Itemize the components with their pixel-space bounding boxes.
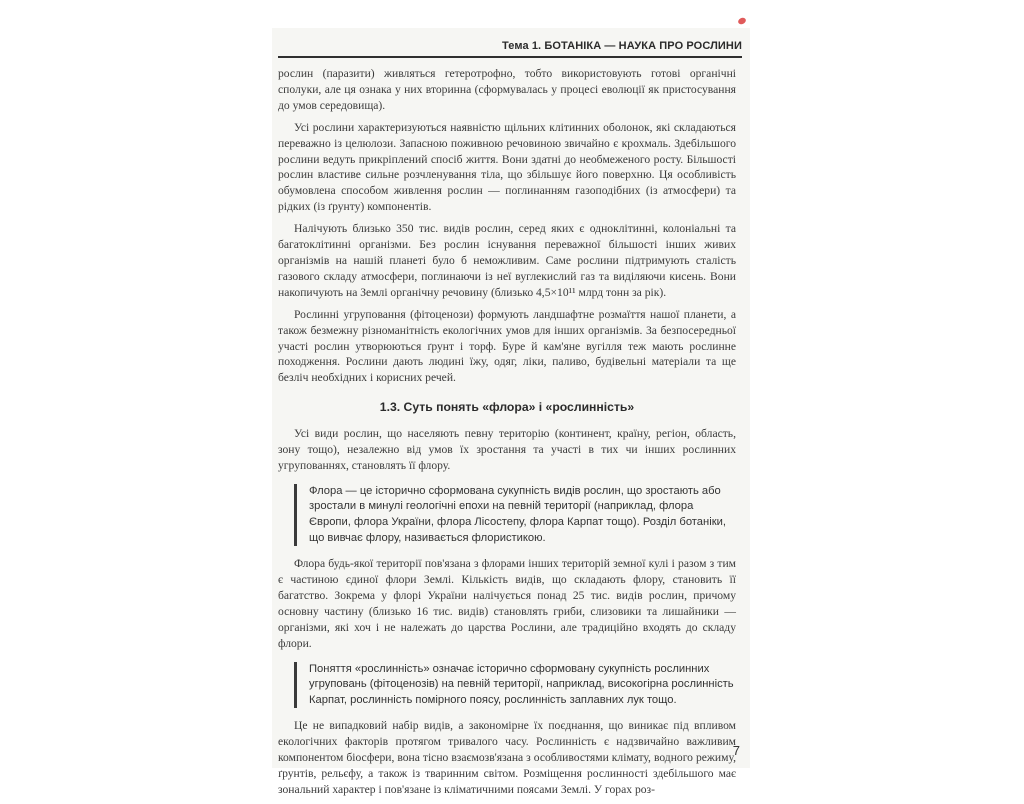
paragraph-7: Це не випадковий набір видів, а закономірне їх поєднання, що виникає під впливом екологічних факторів протягом тривалого часу. Рослинність є надзвичайно важливим компонентом біосфери, вона тісно взаємозв'язана з особливостями клімату, водного режиму, ґрунтів, рельєфу, а також із тваринним світом. Розміщення рослинності здебільшого має зональний характер і пов'язане із кліматичними поясами Землі. У горах роз- xyxy=(278,719,736,797)
paragraph-6: Флора будь-якої території пов'язана з флорами інших територій земної кулі і разом з тим є частиною єдиної флори Землі. Кількість видів, що складають флору, становить її багатство. Зокрема у флорі України налічується понад 25 тис. видів рослин, причому основну частину (близько 16 тис. видів) становлять гриби, слизовики та лишайники — організми, які хоч і не належать до царства Рослини, але традиційно входять до складу флори. xyxy=(278,557,736,650)
page-body xyxy=(278,66,736,804)
book-page xyxy=(272,28,750,797)
section-heading: 1.3. Суть понять «флора» і «рослинність» xyxy=(379,400,635,415)
header-divider xyxy=(278,56,742,58)
paragraph-2: Усі рослини характеризуються наявністю щільних клітинних оболонок, які складаються переважно із целюлози. Запасною поживною речовиною звичайно є крохмаль. Здебільшого рослини ведуть прикріплений спосіб життя. Вони здатні до необмеженого росту. Більшості рослин властиве сильне розчленування тіла, що збільшує його поверхню. Ця особливість обумовлена способом живлення рослин — поглинанням газоподібних (із атмосфери) та рідких (із ґрунту) компонентів. xyxy=(278,120,736,214)
definition-vegetation: Поняття «рослинність» означає історично сформовану сукупність рослинних угруповань (фітоценозів) на певній території, наприклад, високогірна рослинність Карпат, рослинність помірного поясу, рослинність заплавних лук тощо. xyxy=(294,662,736,709)
definition-flora: Флора — це історично сформована сукупність видів рослин, що зростають або зростали в минулі геологічні епохи на певній території (наприклад, флора Європи, флора України, флора Лісостепу, флора Карпат тощо). Розділ ботаніки, що вивчає флору, називається флористикою. xyxy=(294,484,736,546)
paragraph-4: Рослинні угруповання (фітоценози) формують ландшафтне розмаїття нашої планети, а також безмежну різноманітність екологічних умов для інших організмів. За безпосередньої участі рослин утворюються ґрунт і торф. Буре й кам'яне вугілля теж мають рослинне походження. Рослини дають людині їжу, одяг, ліки, паливо, будівельні матеріали та ще безліч необхідних і корисних речей. xyxy=(278,307,736,385)
page-number: 7 xyxy=(732,743,740,758)
running-header: Тема 1. БОТАНІКА — НАУКА ПРО РОСЛИНИ xyxy=(502,40,742,52)
paragraph-5: Усі види рослин, що населяють певну територію (континент, країну, регіон, область, зону тощо), незалежно від умов їх зростання та участі в тих чи інших рослинних угрупованнях, становлять її флору. xyxy=(278,427,736,472)
paragraph-3: Налічують близько 350 тис. видів рослин, серед яких є одноклітинні, колоніальні та багатоклітинні організми. Без рослин існування переважної більшості інших живих організмів на нашій планеті було б неможливим. Саме рослини підтримують сталість газового складу атмосфери, поглинаючи із неї вуглекислий газ та виділяючи кисень. Вони накопичують на Землі органічну речовину (близько 4,5×10¹¹ млрд тонн за рік). xyxy=(278,222,736,299)
red-mark xyxy=(737,17,747,26)
paragraph-1: рослин (паразити) живляться гетеротрофно, тобто використовують готові органічні сполуки, але ця ознака у них вторинна (сформувалась у процесі еволюції як пристосування до умов середовища). xyxy=(278,67,736,112)
